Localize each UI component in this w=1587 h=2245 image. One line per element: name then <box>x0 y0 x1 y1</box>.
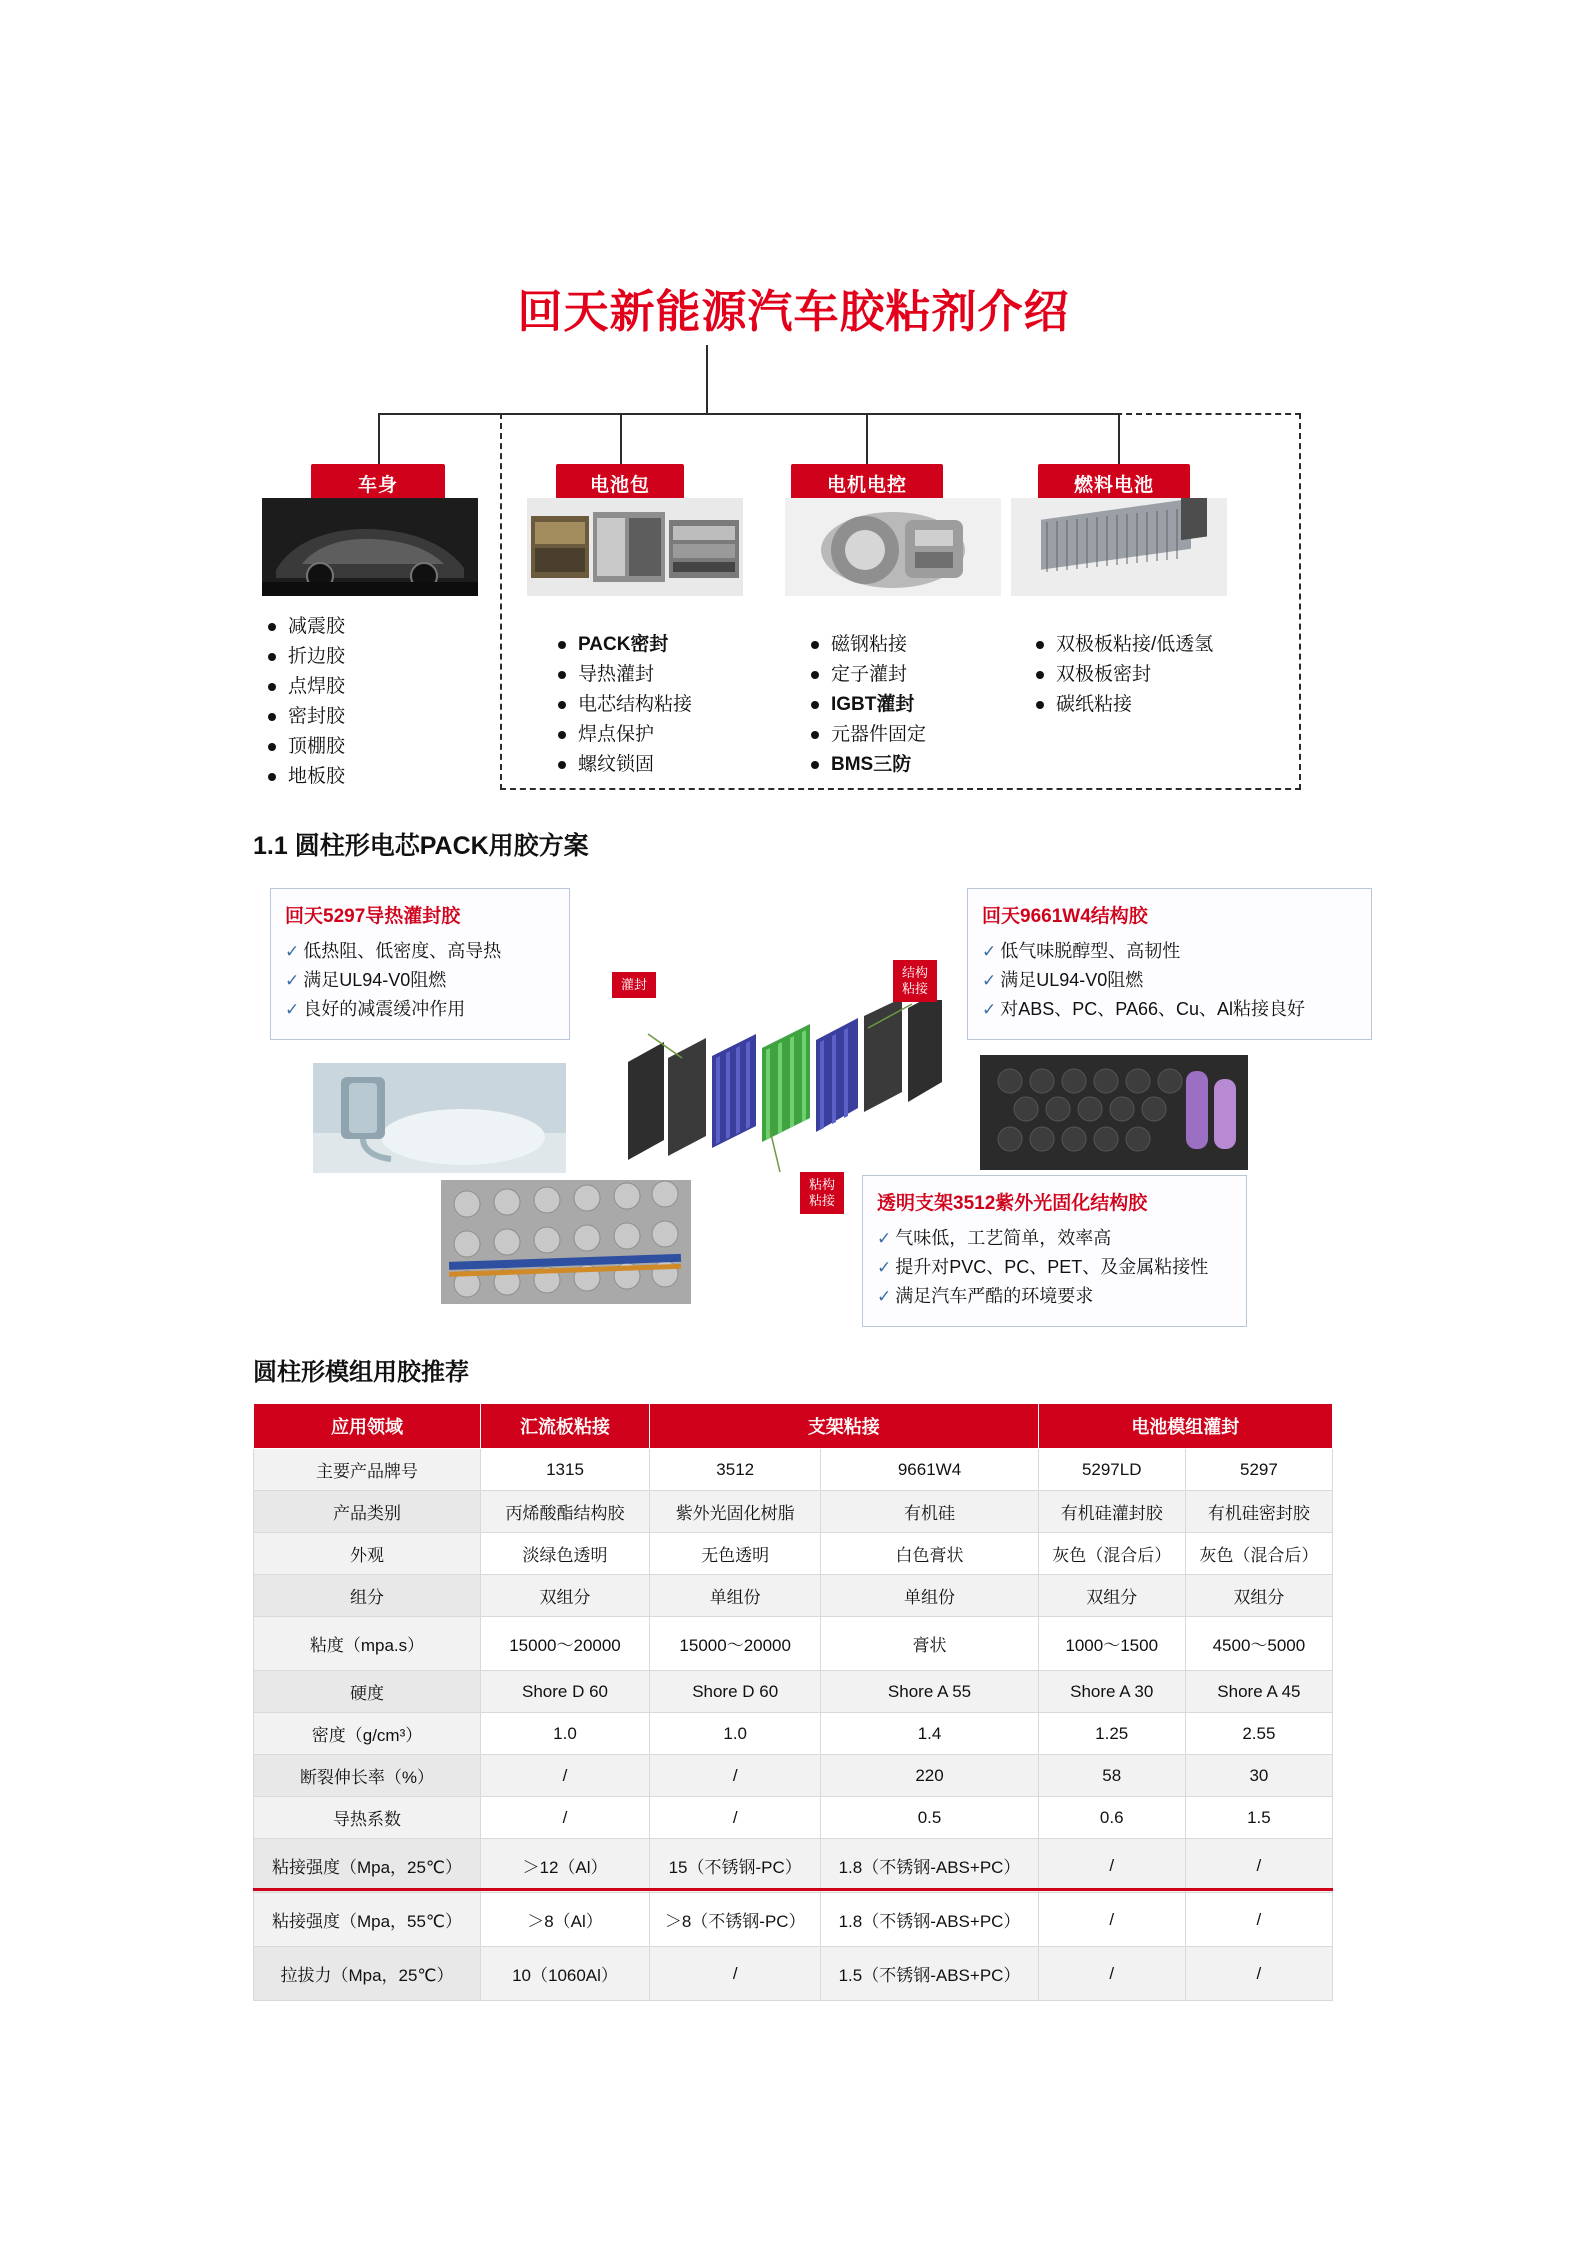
category-list-battery-pack <box>552 630 692 780</box>
callout-card-9661w4 <box>967 888 1372 1040</box>
photo-motor-art <box>785 498 1001 596</box>
table-cell: 灰色（混合后） <box>1185 1533 1332 1575</box>
table-cell: / <box>1185 1893 1332 1947</box>
table-cell: 1.5 <box>1185 1797 1332 1839</box>
callout-card-5297 <box>270 888 570 1040</box>
table-cell: 无色透明 <box>650 1533 821 1575</box>
list-item: 减震胶 <box>262 612 345 642</box>
table-row-label: 粘接强度（Mpa，25℃） <box>254 1839 481 1893</box>
list-item: 双极板密封 <box>1030 660 1213 690</box>
table-row <box>254 1617 1333 1671</box>
card-title: 回天9661W4结构胶 <box>982 906 1148 927</box>
table-cell: / <box>1185 1839 1332 1893</box>
table-cell: 4500～5000 <box>1185 1617 1332 1671</box>
table-cell: 1.4 <box>821 1713 1038 1755</box>
table-cell: / <box>481 1797 650 1839</box>
table-cell: / <box>650 1947 821 2001</box>
table-cell: 9661W4 <box>821 1449 1038 1491</box>
table-cell: / <box>481 1755 650 1797</box>
list-item: 螺纹锁固 <box>552 750 692 780</box>
table-cell: 2.55 <box>1185 1713 1332 1755</box>
photo-busbar-module-art <box>441 1180 691 1304</box>
callout-card-3512 <box>862 1175 1247 1327</box>
list-item: 定子灌封 <box>805 660 926 690</box>
section-heading: 1.1 圆柱形电芯PACK用胶方案 <box>253 832 589 860</box>
table-cell: 有机硅 <box>821 1491 1038 1533</box>
table-cell: 淡绿色透明 <box>481 1533 650 1575</box>
table-cell: 220 <box>821 1755 1038 1797</box>
table-cell: 1.8（不锈钢-ABS+PC） <box>821 1893 1038 1947</box>
card-item: ✓ 低热阻、低密度、高导热 <box>285 937 555 966</box>
table-header-cell: 电池模组灌封 <box>1038 1404 1332 1449</box>
list-item: 碳纸粘接 <box>1030 690 1213 720</box>
table-cell: / <box>650 1755 821 1797</box>
table-cell: 有机硅密封胶 <box>1185 1491 1332 1533</box>
table-cell: 双组分 <box>1038 1575 1185 1617</box>
table-row <box>254 1755 1333 1797</box>
table-cell: Shore D 60 <box>481 1671 650 1713</box>
diagram-tag-structural-bond: 结构粘接 <box>893 960 937 1002</box>
table-cell: 1315 <box>481 1449 650 1491</box>
table-cell: 30 <box>1185 1755 1332 1797</box>
card-item: ✓ 良好的减震缓冲作用 <box>285 995 555 1024</box>
table-bottom-rule <box>253 1888 1333 1891</box>
table-row <box>254 1797 1333 1839</box>
exploded-module-diagram <box>620 1000 950 1180</box>
photo-cylindrical-cells <box>980 1055 1248 1170</box>
table-cell: / <box>1038 1893 1185 1947</box>
card-title: 透明支架3512紫外光固化结构胶 <box>877 1193 1148 1214</box>
table-cell: ＞8（Al） <box>481 1893 650 1947</box>
table-cell: 膏状 <box>821 1617 1038 1671</box>
card-item: ✓ 气味低，工艺简单，效率高 <box>877 1224 1232 1253</box>
table-cell: 10（1060Al） <box>481 1947 650 2001</box>
table-row-label: 硬度 <box>254 1671 481 1713</box>
list-item: 顶棚胶 <box>262 732 345 762</box>
table-cell: 1.8（不锈钢-ABS+PC） <box>821 1839 1038 1893</box>
table-header-row <box>254 1404 1333 1449</box>
table-row-label: 主要产品牌号 <box>254 1449 481 1491</box>
table-row-label: 粘接强度（Mpa，55℃） <box>254 1893 481 1947</box>
table-cell: / <box>1038 1839 1185 1893</box>
table-cell: 0.5 <box>821 1797 1038 1839</box>
photo-vehicle-body-art <box>262 498 478 596</box>
table-cell: 双组分 <box>481 1575 650 1617</box>
list-item: 焊点保护 <box>552 720 692 750</box>
photo-busbar-module <box>441 1180 691 1304</box>
photo-vehicle-body <box>262 498 478 596</box>
table-cell: 单组份 <box>650 1575 821 1617</box>
list-item: 电芯结构粘接 <box>552 690 692 720</box>
table-row <box>254 1947 1333 2001</box>
list-item: 折边胶 <box>262 642 345 672</box>
card-item: ✓ 低气味脱醇型、高韧性 <box>982 937 1357 966</box>
table-row <box>254 1713 1333 1755</box>
photo-motor <box>785 498 1001 596</box>
table-cell: 5297LD <box>1038 1449 1185 1491</box>
tree-stem <box>706 345 708 413</box>
table-header-cell: 汇流板粘接 <box>481 1404 650 1449</box>
list-item: BMS三防 <box>805 750 926 780</box>
diagram-tag-bond: 粘构粘接 <box>800 1172 844 1214</box>
table-cell: Shore A 30 <box>1038 1671 1185 1713</box>
card-item: ✓ 满足UL94-V0阻燃 <box>982 966 1357 995</box>
table-cell: Shore D 60 <box>650 1671 821 1713</box>
table-cell: 1.25 <box>1038 1713 1185 1755</box>
photo-cylindrical-cells-art <box>980 1055 1248 1170</box>
table-header-cell: 支架粘接 <box>650 1404 1039 1449</box>
table-cell: / <box>1185 1947 1332 2001</box>
category-chip-motor-control: 电机电控 <box>791 464 943 504</box>
photo-thermal-potting <box>313 1063 566 1173</box>
table-header-cell: 应用领域 <box>254 1404 481 1449</box>
photo-fuel-cell <box>1011 498 1227 596</box>
table-cell: 1.5（不锈钢-ABS+PC） <box>821 1947 1038 2001</box>
list-item: 磁钢粘接 <box>805 630 926 660</box>
table-row <box>254 1671 1333 1713</box>
photo-thermal-potting-art <box>313 1063 566 1173</box>
photo-fuel-cell-art <box>1011 498 1227 596</box>
table-cell: 15（不锈钢-PC） <box>650 1839 821 1893</box>
table-cell: 单组份 <box>821 1575 1038 1617</box>
table-cell: 58 <box>1038 1755 1185 1797</box>
table-cell: 15000～20000 <box>650 1617 821 1671</box>
list-item: IGBT灌封 <box>805 690 926 720</box>
page-title: 回天新能源汽车胶粘剂介绍 <box>517 286 1070 337</box>
card-title: 回天5297导热灌封胶 <box>285 906 461 927</box>
subsection-heading: 圆柱形模组用胶推荐 <box>253 1359 469 1386</box>
photo-battery-pack-art <box>527 498 743 596</box>
table-row <box>254 1533 1333 1575</box>
list-item: PACK密封 <box>552 630 692 660</box>
table-row-label: 断裂伸长率（%） <box>254 1755 481 1797</box>
exploded-module-art <box>620 1000 950 1180</box>
table-cell: Shore A 45 <box>1185 1671 1332 1713</box>
table-cell: 0.6 <box>1038 1797 1185 1839</box>
tree-drop-1 <box>378 413 380 465</box>
table-cell: 丙烯酸酯结构胶 <box>481 1491 650 1533</box>
spec-table <box>253 1403 1333 2001</box>
table-row <box>254 1575 1333 1617</box>
table-row-label: 密度（g/cm³） <box>254 1713 481 1755</box>
table-cell: 3512 <box>650 1449 821 1491</box>
table-cell: / <box>1038 1947 1185 2001</box>
table-row <box>254 1893 1333 1947</box>
table-cell: 1.0 <box>481 1713 650 1755</box>
table-cell: / <box>650 1797 821 1839</box>
table-cell: 15000～20000 <box>481 1617 650 1671</box>
table-row <box>254 1491 1333 1533</box>
table-cell: 有机硅灌封胶 <box>1038 1491 1185 1533</box>
table-row-label: 导热系数 <box>254 1797 481 1839</box>
table-row-label: 外观 <box>254 1533 481 1575</box>
list-item: 地板胶 <box>262 762 345 792</box>
category-list-body <box>262 612 345 792</box>
diagram-tag-potting: 灌封 <box>612 972 656 998</box>
table-cell: ＞12（Al） <box>481 1839 650 1893</box>
category-list-motor-control <box>805 630 926 780</box>
table-cell: 灰色（混合后） <box>1038 1533 1185 1575</box>
list-item: 导热灌封 <box>552 660 692 690</box>
category-chip-fuel-cell: 燃料电池 <box>1038 464 1190 504</box>
table-cell: Shore A 55 <box>821 1671 1038 1713</box>
table-cell: ＞8（不锈钢-PC） <box>650 1893 821 1947</box>
list-item: 点焊胶 <box>262 672 345 702</box>
table-row-label: 拉拔力（Mpa，25℃） <box>254 1947 481 2001</box>
card-item: ✓ 满足UL94-V0阻燃 <box>285 966 555 995</box>
table-cell: 1.0 <box>650 1713 821 1755</box>
category-chip-body: 车身 <box>311 464 445 504</box>
photo-battery-pack <box>527 498 743 596</box>
card-item: ✓ 对ABS、PC、PA66、Cu、Al粘接良好 <box>982 995 1357 1024</box>
category-chip-battery-pack: 电池包 <box>556 464 684 504</box>
table-cell: 白色膏状 <box>821 1533 1038 1575</box>
list-item: 元器件固定 <box>805 720 926 750</box>
table-row-label: 组分 <box>254 1575 481 1617</box>
list-item: 双极板粘接/低透氢 <box>1030 630 1213 660</box>
category-list-fuel-cell <box>1030 630 1213 720</box>
card-item: ✓ 提升对PVC、PC、PET、及金属粘接性 <box>877 1253 1232 1282</box>
table-cell: 1000～1500 <box>1038 1617 1185 1671</box>
table-cell: 双组分 <box>1185 1575 1332 1617</box>
list-item: 密封胶 <box>262 702 345 732</box>
table-row-label: 产品类别 <box>254 1491 481 1533</box>
table-row <box>254 1839 1333 1893</box>
table-row <box>254 1449 1333 1491</box>
table-cell: 紫外光固化树脂 <box>650 1491 821 1533</box>
table-row-label: 粘度（mpa.s） <box>254 1617 481 1671</box>
card-item: ✓ 满足汽车严酷的环境要求 <box>877 1282 1232 1311</box>
table-cell: 5297 <box>1185 1449 1332 1491</box>
